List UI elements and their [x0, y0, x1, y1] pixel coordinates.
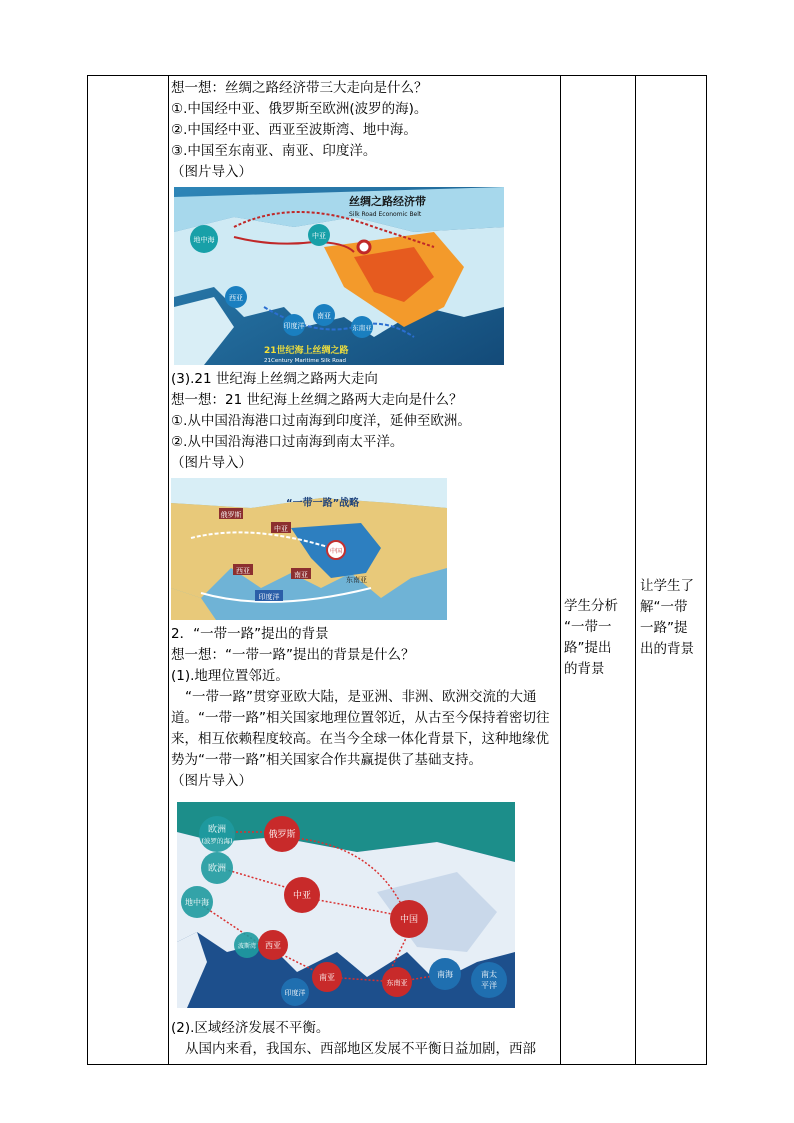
answer-text: ①.中国经中亚、俄罗斯至欧洲(波罗的海)。	[171, 101, 428, 117]
design-intent-cell	[640, 576, 710, 660]
subheading: (2).区域经济发展不平衡。	[171, 1020, 330, 1036]
map3-persian-gulf: 波斯湾	[237, 943, 257, 950]
student-activity-cell	[564, 596, 634, 680]
map3-south-pacific: 南太	[481, 970, 497, 979]
map2-label: 西亚	[236, 567, 250, 575]
map2-label: 俄罗斯	[220, 511, 242, 519]
map3-europe: 欧洲	[207, 864, 227, 874]
question-text: 想一想：丝绸之路经济带三大走向是什么？	[171, 80, 428, 96]
answer-text: ②.中国经中亚、西亚至波斯湾、地中海。	[171, 122, 417, 138]
column-divider	[168, 76, 169, 1064]
map2-label: 印度洋	[258, 593, 280, 601]
teaching-content-cell	[171, 78, 561, 1060]
activity-line: 学生分析	[564, 598, 618, 614]
map1-bottom-subtitle: 21Century Maritime Silk Road	[264, 358, 346, 364]
image-import-note: （图片导入）	[171, 773, 252, 789]
activity-line: 路”提出	[564, 640, 612, 656]
image-import-note: （图片导入）	[171, 455, 252, 471]
map2-label: 中国	[329, 548, 343, 555]
intent-line: 出的背景	[640, 641, 694, 657]
section-heading: (3).21 世纪海上丝绸之路两大走向	[171, 371, 378, 387]
map1-bottom-title: 21世纪海上丝绸之路	[264, 346, 349, 356]
intent-line: 解“一带	[640, 599, 688, 615]
column-divider	[635, 76, 636, 1064]
paragraph: 从国内来看，我国东、西部地区发展不平衡日益加剧，西部	[185, 1041, 536, 1057]
question-text: 想一想：21 世纪海上丝绸之路两大走向是什么？	[171, 392, 463, 408]
belt-road-strategy-map-image	[171, 478, 447, 620]
map3-russia: 俄罗斯	[268, 830, 296, 840]
intent-line: 让学生了	[640, 578, 694, 594]
map1-subtitle: Silk Road Economic Belt	[349, 211, 422, 218]
map2-title: “一带一路”战略	[286, 498, 360, 509]
map1-label: 中亚	[312, 232, 326, 240]
map3-europe-baltic: 欧洲	[207, 825, 227, 835]
map3-southeast-asia: 东南亚	[386, 979, 408, 987]
lesson-table	[87, 75, 707, 1065]
image-import-note: （图片导入）	[171, 164, 252, 180]
map3-indian-ocean: 印度洋	[284, 989, 306, 997]
activity-line: “一带一	[564, 619, 612, 635]
map3-mediterranean: 地中海	[185, 898, 209, 907]
map3-south-asia: 南亚	[319, 973, 335, 982]
silk-road-map-image	[174, 187, 504, 365]
map1-label: 西亚	[229, 294, 243, 302]
answer-text: ②.从中国沿海港口过南海到南太平洋。	[171, 434, 404, 450]
answer-text: ③.中国至东南亚、南亚、印度洋。	[171, 143, 377, 159]
question-text: 想一想：“一带一路”提出的背景是什么？	[171, 647, 415, 663]
map3-china: 中国	[399, 915, 419, 925]
map2-label: 南亚	[294, 571, 308, 579]
paragraph: “一带一路”贯穿亚欧大陆，是亚洲、非洲、欧洲交流的大通道。“一带一路”相关国家地理位置邻近，从古至今保持着密切往来，相互依赖程度较高。在当今全球一体化背景下，这种地缘优势为“一带一路”相关国家合作共赢提供了基础支持。	[171, 689, 550, 768]
map2-label: 中亚	[274, 525, 288, 533]
map3-west-asia: 西亚	[265, 941, 281, 950]
map3-central-asia: 中亚	[292, 891, 312, 901]
map2-label: 东南亚	[346, 576, 367, 584]
activity-line: 的背景	[564, 661, 605, 677]
map1-title: 丝绸之路经济带	[349, 195, 426, 208]
map1-label: 地中海	[193, 236, 215, 244]
map1-label: 南亚	[317, 312, 331, 320]
map3-baltic-sea: (波罗的海)	[201, 837, 233, 845]
map1-label: 印度洋	[283, 322, 305, 330]
subheading: (1).地理位置邻近。	[171, 668, 289, 684]
answer-text: ①.从中国沿海港口过南海到印度洋，延伸至欧洲。	[171, 413, 471, 429]
map3-south-sea: 南海	[437, 970, 453, 979]
map1-label: 东南亚	[352, 324, 372, 332]
routes-map-image	[177, 802, 515, 1008]
map3-south-pacific-2: 平洋	[481, 981, 497, 990]
intent-line: 一路”提	[640, 620, 688, 636]
section-heading: 2．“一带一路”提出的背景	[171, 626, 329, 642]
